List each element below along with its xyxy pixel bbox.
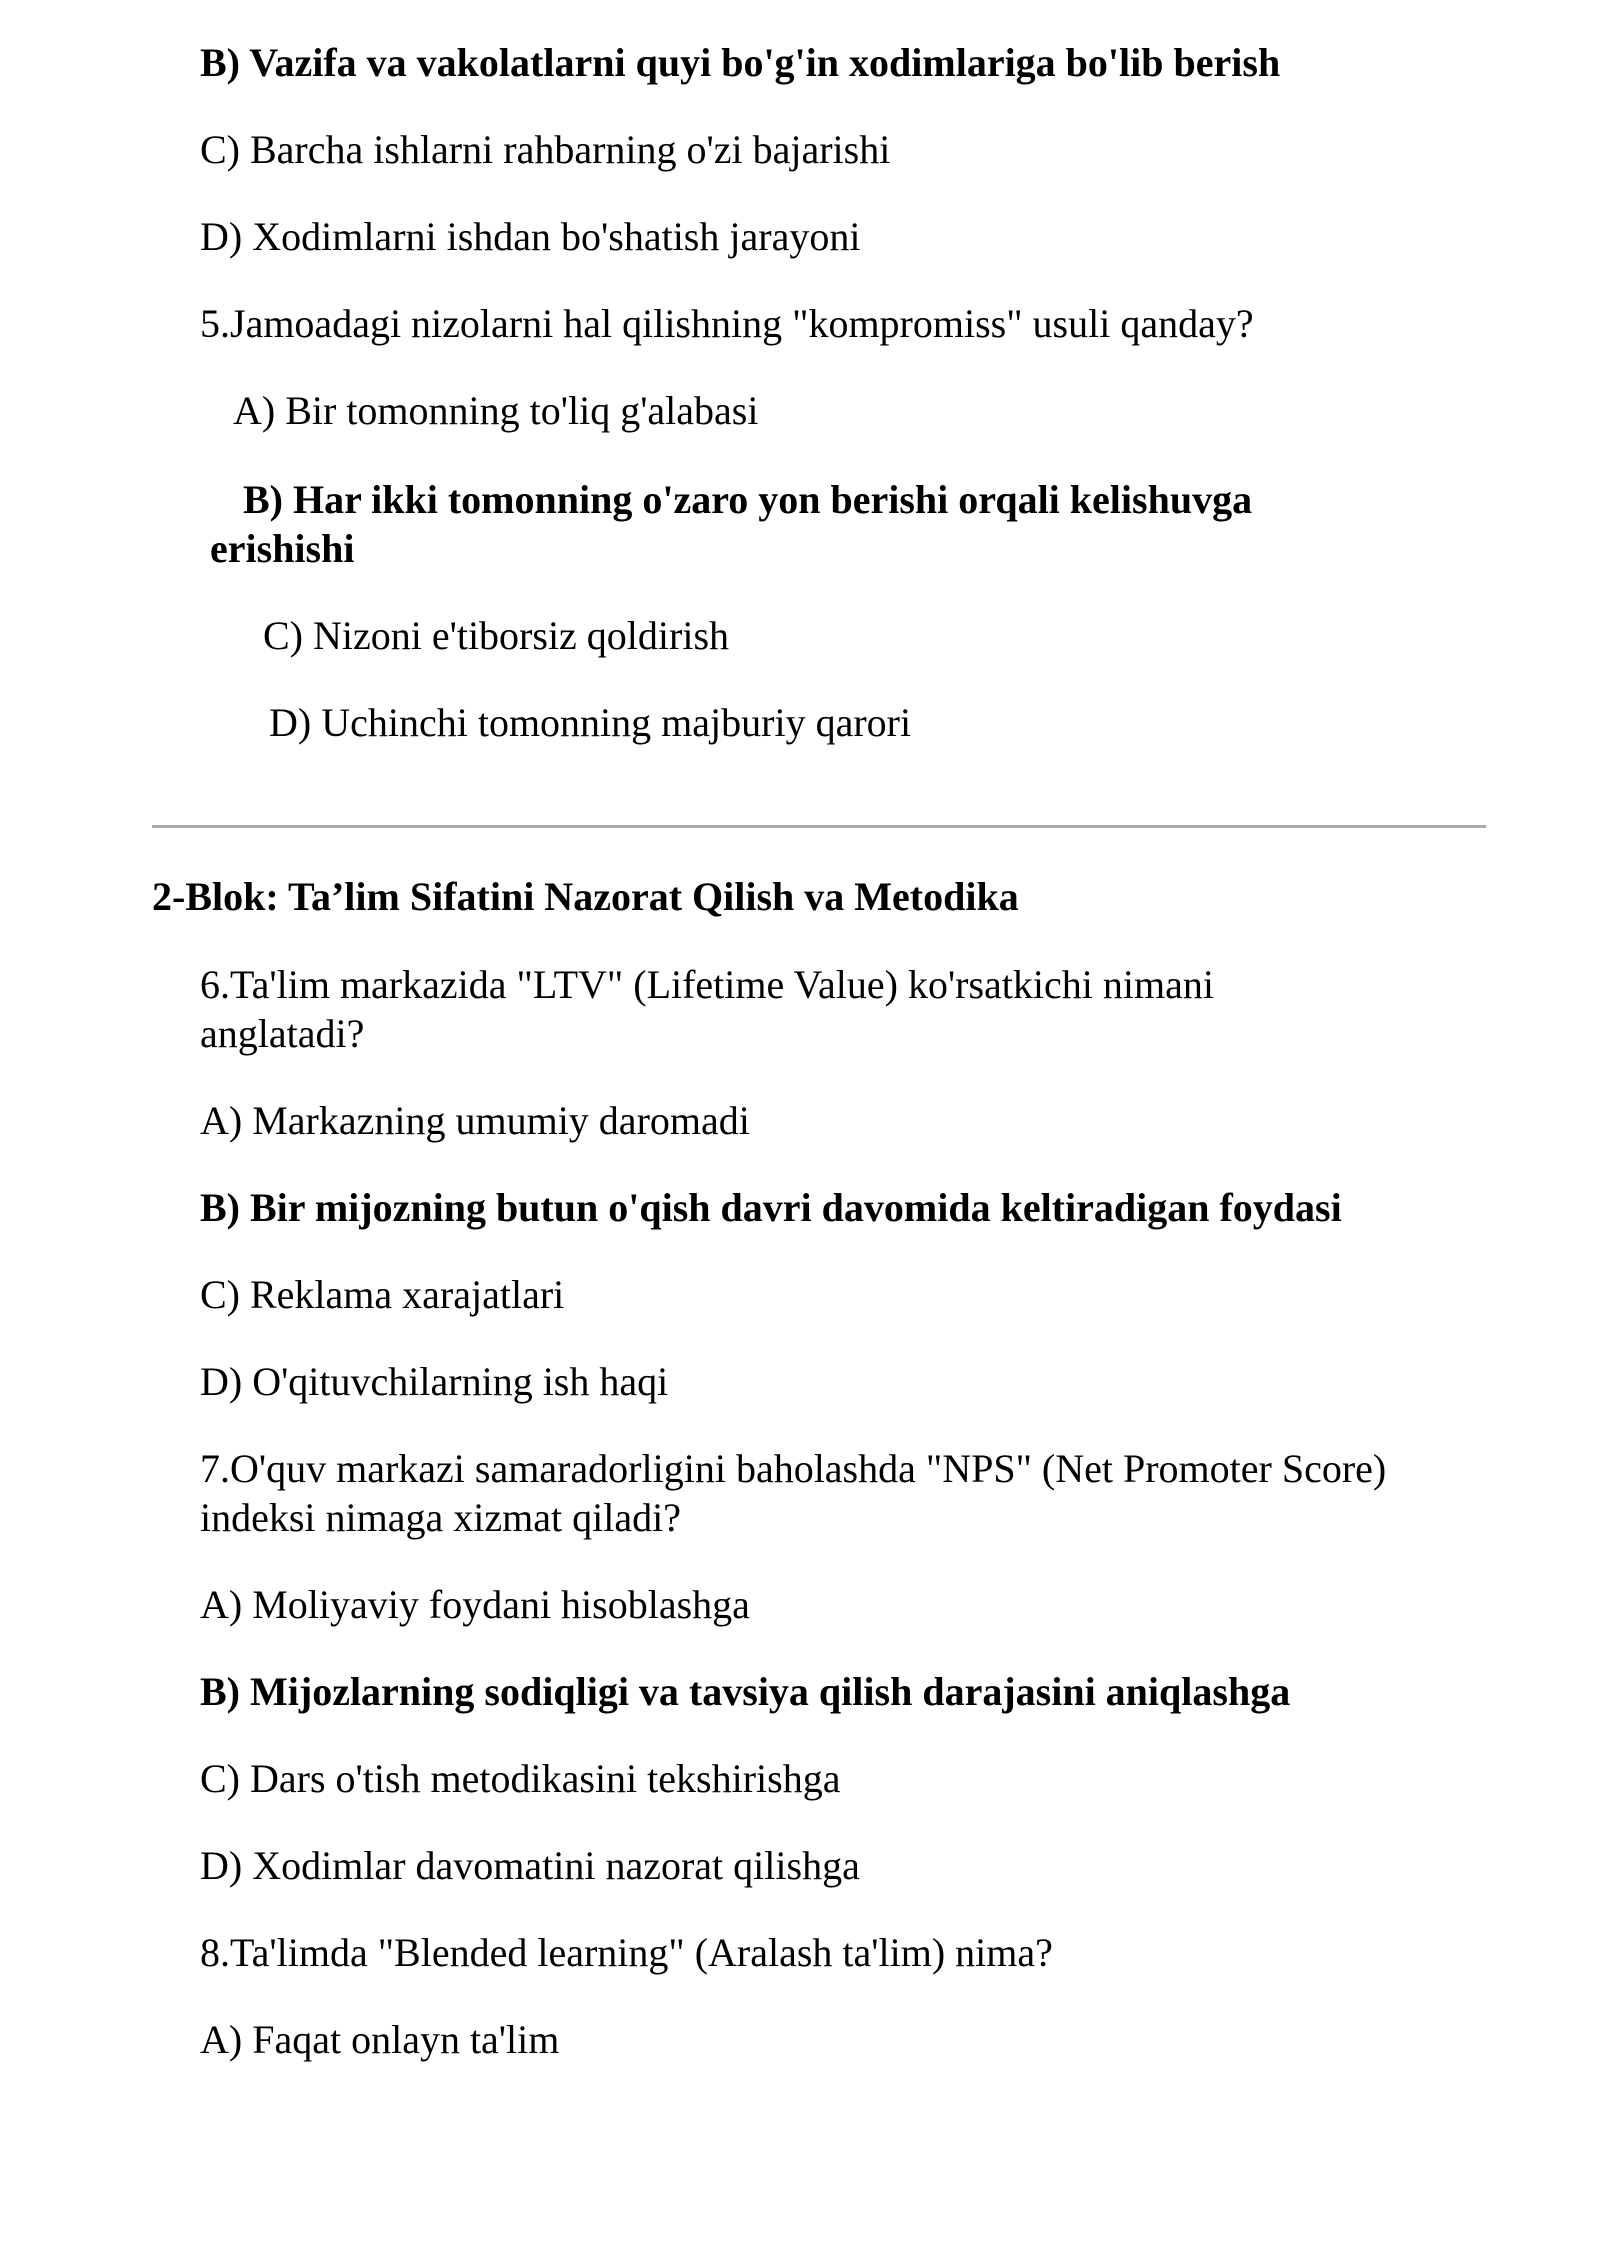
horizontal-divider	[152, 825, 1486, 828]
q4-option-c: C) Barcha ishlarni rahbarning o'zi bajarishi	[200, 127, 891, 172]
q4-option-b-correct: B) Vazifa va vakolatlarni quyi bo'g'in xodimlariga bo'lib berish	[200, 40, 1281, 85]
q5-option-b-correct-line2: erishishi	[210, 526, 355, 571]
q7-question-line2: indeksi nimaga xizmat qiladi?	[200, 1495, 681, 1540]
q6-option-d: D) O'qituvchilarning ish haqi	[200, 1359, 669, 1404]
q6-option-b-correct: B) Bir mijozning butun o'qish davri davomida keltiradigan foydasi	[200, 1185, 1342, 1230]
q7-option-b-correct: B) Mijozlarning sodiqligi va tavsiya qilish darajasini aniqlashga	[200, 1669, 1291, 1714]
q8-option-a: A) Faqat onlayn ta'lim	[200, 2017, 560, 2062]
q6-question-line1: 6.Ta'lim markazida "LTV" (Lifetime Value) ko'rsatkichi nimani	[200, 962, 1214, 1007]
q7-option-d: D) Xodimlar davomatini nazorat qilishga	[200, 1843, 860, 1888]
q5-option-c: C) Nizoni e'tiborsiz qoldirish	[263, 613, 730, 658]
q5-option-d: D) Uchinchi tomonning majburiy qarori	[269, 700, 912, 745]
q7-question-line1: 7.O'quv markazi samaradorligini baholashda "NPS" (Net Promoter Score)	[200, 1446, 1387, 1491]
q4-option-d: D) Xodimlarni ishdan bo'shatish jarayoni	[200, 214, 861, 259]
q8-question: 8.Ta'limda "Blended learning" (Aralash ta'lim) nima?	[200, 1930, 1053, 1975]
q7-option-c: C) Dars o'tish metodikasini tekshirishga	[200, 1756, 841, 1801]
q7-option-a: A) Moliyaviy foydani hisoblashga	[200, 1582, 750, 1627]
q5-option-b-correct-line1: B) Har ikki tomonning o'zaro yon berishi orqali kelishuvga	[243, 477, 1253, 522]
q5-question: 5.Jamoadagi nizolarni hal qilishning "kompromiss" usuli qanday?	[200, 301, 1254, 346]
block-2-heading: 2-Blok: Ta’lim Sifatini Nazorat Qilish va Metodika	[152, 874, 1019, 919]
q6-option-c: C) Reklama xarajatlari	[200, 1272, 565, 1317]
q6-option-a: A) Markazning umumiy daromadi	[200, 1098, 750, 1143]
q6-question-line2: anglatadi?	[200, 1011, 365, 1056]
q5-option-a: A) Bir tomonning to'liq g'alabasi	[233, 388, 759, 433]
